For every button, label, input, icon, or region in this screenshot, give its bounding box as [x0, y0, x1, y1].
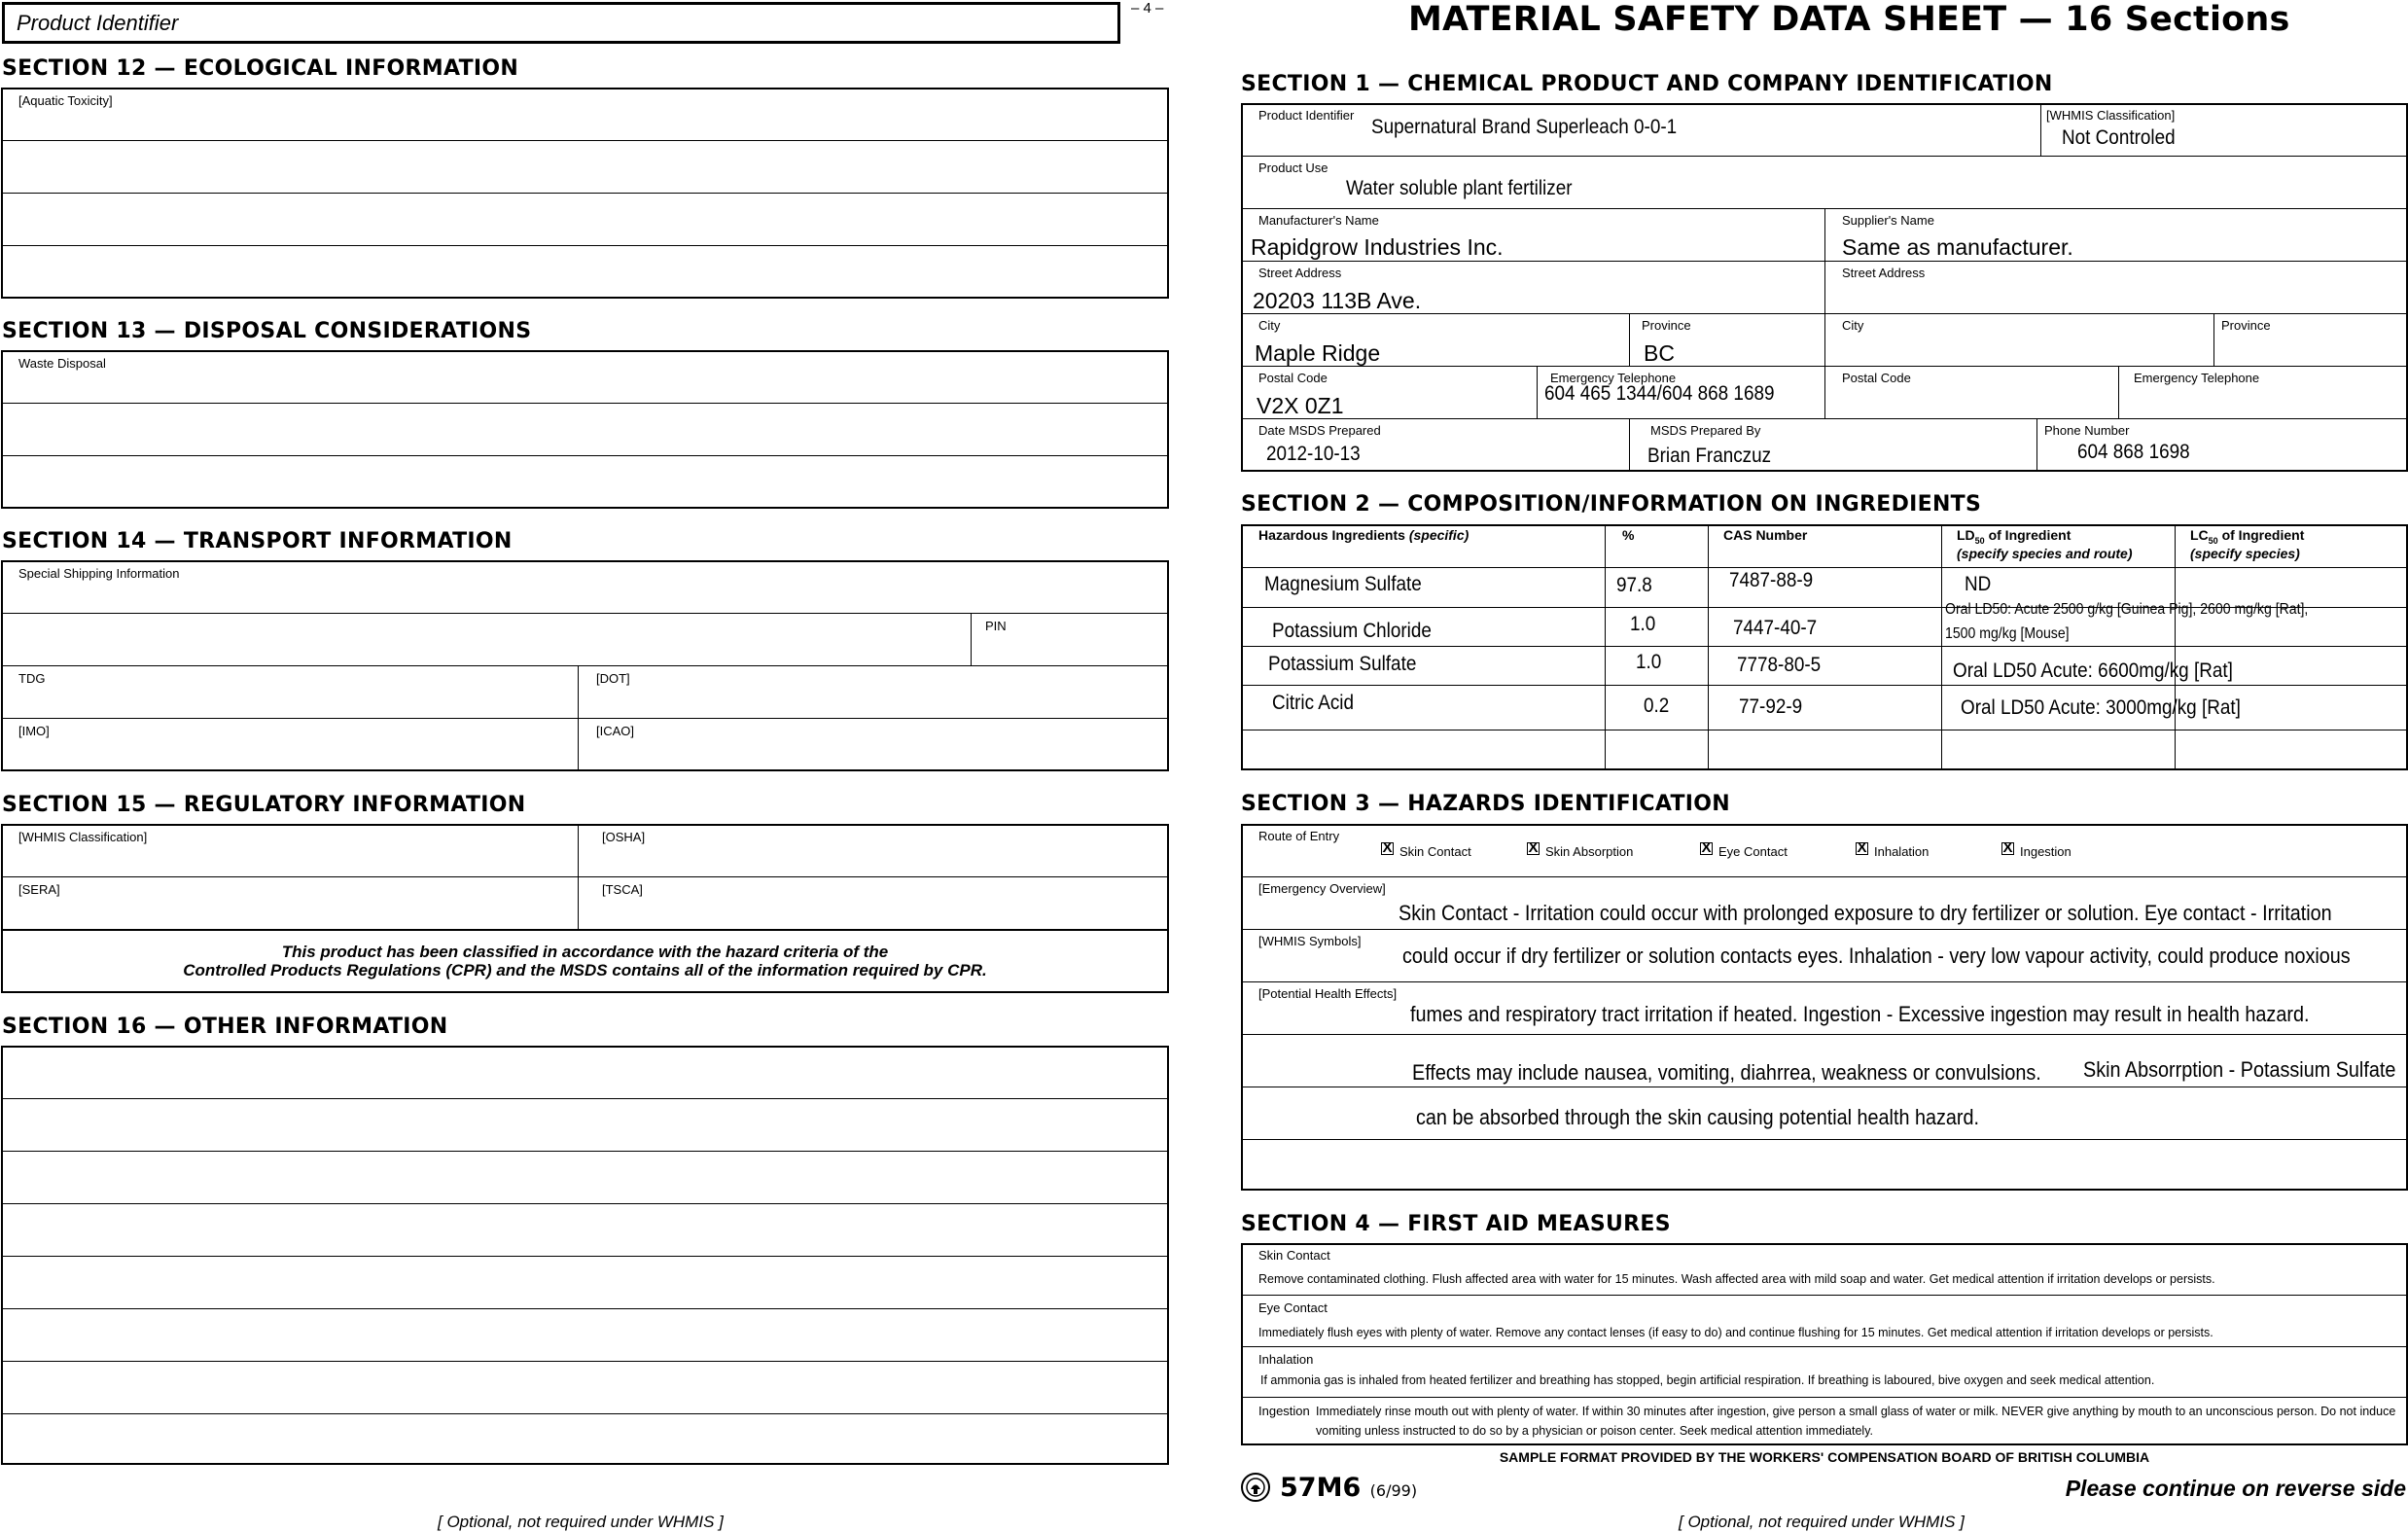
section-15-title: SECTION 15 — REGULATORY INFORMATION: [2, 793, 526, 817]
hazard-text-line[interactable]: could occur if dry fertilizer or solution contacts eyes. Inhalation - very low vapour activity, could produce noxious: [1402, 944, 2351, 968]
ingredient-pct[interactable]: 1.0: [1636, 651, 1662, 673]
whmis-classification-label: [WHMIS Classification]: [18, 830, 148, 844]
ingredient-pct[interactable]: 0.2: [1644, 695, 1670, 717]
phone-label: Phone Number: [2044, 423, 2130, 438]
phone-value[interactable]: 604 868 1698: [2077, 441, 2190, 463]
hazard-text-line[interactable]: Effects may include nausea, vomiting, diahrrea, weakness or convulsions.: [1412, 1060, 2041, 1085]
street-value[interactable]: 20203 113B Ave.: [1253, 288, 1422, 313]
emergency-tel-value[interactable]: 604 465 1344/604 868 1689: [1544, 382, 1775, 405]
section-2-title: SECTION 2 — COMPOSITION/INFORMATION ON INGREDIENTS: [1241, 492, 1982, 517]
dot-label: [DOT]: [596, 671, 630, 686]
tsca-label: [TSCA]: [602, 882, 643, 897]
emergency-overview-label: [Emergency Overview]: [1258, 881, 1386, 896]
skin-contact-label: Skin Contact: [1258, 1248, 1330, 1263]
city-label: City: [1258, 318, 1281, 333]
supplier-postal-label: Postal Code: [1842, 371, 1911, 385]
date-prepared-label: Date MSDS Prepared: [1258, 423, 1381, 438]
supplier-emergency-label: Emergency Telephone: [2134, 371, 2260, 385]
ingredient-cas[interactable]: 7487-88-9: [1729, 569, 1814, 591]
ingredient-cas[interactable]: 77-92-9: [1739, 695, 1803, 718]
cpr-statement-2: Controlled Products Regulations (CPR) and the MSDS contains all of the information required by CPR.: [183, 961, 987, 980]
col-hazardous-header: Hazardous Ingredients (specific): [1258, 527, 1470, 543]
street-label: Street Address: [1258, 266, 1342, 280]
aquatic-toxicity-label: [Aquatic Toxicity]: [18, 93, 113, 108]
product-identifier-label: Product Identifier: [17, 11, 179, 35]
route-label: Skin Contact: [1399, 844, 1471, 859]
col-pct-header: %: [1622, 527, 1635, 543]
col-ld-header: $LD_{50}$ of Ingredient: [1957, 527, 2072, 546]
section-13-title: SECTION 13 — DISPOSAL CONSIDERATIONS: [2, 319, 532, 343]
form-code: 57M6 (6/99): [1280, 1473, 1418, 1503]
ingredient-ld[interactable]: Oral LD50: Acute 2500 g/kg [Guinea Pig], 2600 mg/kg [Rat],: [1945, 601, 2309, 618]
eye-contact-checkbox[interactable]: X: [1701, 839, 1712, 856]
route-label: Eye Contact: [1718, 844, 1788, 859]
section-16-title: SECTION 16 — OTHER INFORMATION: [2, 1015, 448, 1039]
supplier-value[interactable]: Same as manufacturer.: [1842, 234, 2073, 260]
col-ld-note: (specify species and route): [1957, 546, 2133, 561]
osha-label: [OSHA]: [602, 830, 646, 844]
product-use-value[interactable]: Water soluble plant fertilizer: [1346, 177, 1573, 199]
hazard-text-line[interactable]: Skin Absorrption - Potassium Sulfate: [2083, 1057, 2396, 1082]
manufacturer-value[interactable]: Rapidgrow Industries Inc.: [1251, 234, 1504, 260]
ingredient-name[interactable]: Magnesium Sulfate: [1264, 573, 1422, 595]
tdg-label: TDG: [18, 671, 46, 686]
hazard-text-line[interactable]: fumes and respiratory tract irritation if heated. Ingestion - Excessive ingestion may result in health hazard.: [1410, 1002, 2310, 1026]
ingredient-ld[interactable]: Oral LD50 Acute: 3000mg/kg [Rat]: [1961, 696, 2241, 719]
cpr-statement-1: This product has been classified in accordance with the hazard criteria of the: [281, 943, 889, 961]
supplier-street-label: Street Address: [1842, 266, 1926, 280]
ingredient-ld[interactable]: ND: [1965, 573, 1992, 595]
special-shipping-label: Special Shipping Information: [18, 566, 180, 581]
date-prepared-value[interactable]: 2012-10-13: [1266, 443, 1361, 465]
inhalation-checkbox[interactable]: X: [1857, 839, 1867, 856]
section-13-table: [1, 350, 1169, 509]
emergency-tel-label: Emergency Telephone: [1550, 371, 1677, 385]
ingredient-name[interactable]: Potassium Sulfate: [1268, 653, 1417, 675]
product-identifier-field-label: Product Identifier: [1258, 108, 1355, 123]
route-label: Skin Absorption: [1545, 844, 1634, 859]
manufacturer-label: Manufacturer's Name: [1258, 213, 1379, 228]
waste-disposal-label: Waste Disposal: [18, 356, 106, 371]
potential-health-label: [Potential Health Effects]: [1258, 986, 1398, 1001]
sera-label: [SERA]: [18, 882, 60, 897]
col-lc-header: $LC_{50}$ of Ingredient: [2190, 527, 2305, 546]
product-identifier-value[interactable]: Supernatural Brand Superleach 0-0-1: [1371, 116, 1678, 138]
supplier-label: Supplier's Name: [1842, 213, 1934, 228]
skin-contact-text: Remove contaminated clothing. Flush affected area with water for 15 minutes. Wash affected area with mild soap and water. Get medical attention if irritation develops or persists.: [1258, 1272, 2215, 1286]
prepared-by-label: MSDS Prepared By: [1650, 423, 1761, 438]
inhalation-text: If ammonia gas is inhaled from heated fertilizer and breathing has stopped, begin artificial respiration. If breathing is laboured, bive oxygen and seek medical attention.: [1260, 1373, 2155, 1387]
route-label: Inhalation: [1874, 844, 1930, 859]
col-cas-header: CAS Number: [1723, 527, 1808, 543]
skin-contact-checkbox[interactable]: X: [1382, 839, 1393, 856]
ingredient-cas[interactable]: 7778-80-5: [1737, 654, 1822, 676]
sample-format-note: SAMPLE FORMAT PROVIDED BY THE WORKERS' COMPENSATION BOARD OF BRITISH COLUMBIA: [1499, 1449, 2150, 1465]
eye-contact-text: Immediately flush eyes with plenty of water. Remove any contact lenses (if easy to do) and continue flushing for 15 minutes. Get medical attention if irritation develops or persists.: [1258, 1326, 2213, 1339]
right-optional-note: [ Optional, not required under WHMIS ]: [1679, 1513, 1965, 1531]
skin-absorption-checkbox[interactable]: X: [1528, 839, 1539, 856]
section-3-title: SECTION 3 — HAZARDS IDENTIFICATION: [1241, 792, 1730, 816]
province-label: Province: [1642, 318, 1691, 333]
prepared-by-value[interactable]: Brian Franczuz: [1647, 445, 1772, 467]
eye-contact-label: Eye Contact: [1258, 1300, 1328, 1315]
pin-label: PIN: [985, 619, 1007, 633]
ingredient-pct[interactable]: 97.8: [1616, 574, 1652, 596]
whmis-class-value[interactable]: Not Controled: [2062, 126, 2176, 149]
ingredient-ld-line2[interactable]: 1500 mg/kg [Mouse]: [1945, 625, 2070, 642]
imo-label: [IMO]: [18, 724, 50, 738]
msds-title: MATERIAL SAFETY DATA SHEET — 16 Sections: [1408, 0, 2290, 39]
icao-label: [ICAO]: [596, 724, 635, 738]
ingestion-checkbox[interactable]: X: [2002, 839, 2013, 856]
postal-label: Postal Code: [1258, 371, 1328, 385]
ingestion-label: Ingestion: [1258, 1404, 1310, 1418]
supplier-province-label: Province: [2221, 318, 2271, 333]
ingredient-ld[interactable]: Oral LD50 Acute: 6600mg/kg [Rat]: [1953, 659, 2233, 682]
route-label: Ingestion: [2020, 844, 2072, 859]
ingredient-pct[interactable]: 1.0: [1630, 613, 1656, 635]
city-value[interactable]: Maple Ridge: [1255, 340, 1381, 366]
section-12-title: SECTION 12 — ECOLOGICAL INFORMATION: [2, 56, 519, 81]
whmis-class-label: [WHMIS Classification]: [2046, 108, 2176, 123]
section-4-title: SECTION 4 — FIRST AID MEASURES: [1241, 1212, 1671, 1236]
wcb-logo-icon: [1241, 1473, 1270, 1502]
inhalation-label: Inhalation: [1258, 1352, 1314, 1367]
col-lc-note: (specify species): [2190, 546, 2300, 561]
page-number: – 4 –: [1131, 0, 1164, 17]
province-value[interactable]: BC: [1644, 340, 1675, 366]
hazard-text-line[interactable]: Skin Contact - Irritation could occur with prolonged exposure to dry fertilizer or solution. Eye contact - Irritation: [1399, 901, 2332, 925]
ingestion-text-1: Immediately rinse mouth out with plenty of water. If within 30 minutes after ingestion, give person a small glass of water or milk. NEVER give anything by mouth to an unconscious person. Do not induce: [1316, 1405, 2396, 1418]
section-14-title: SECTION 14 — TRANSPORT INFORMATION: [2, 529, 513, 553]
section-1-title: SECTION 1 — CHEMICAL PRODUCT AND COMPANY IDENTIFICATION: [1241, 72, 2053, 96]
ingredient-name[interactable]: Potassium Chloride: [1272, 620, 1432, 642]
left-optional-note: [ Optional, not required under WHMIS ]: [438, 1513, 724, 1531]
ingredient-name[interactable]: Citric Acid: [1272, 692, 1355, 714]
hazard-text-line[interactable]: can be absorbed through the skin causing potential health hazard.: [1416, 1105, 1980, 1129]
supplier-city-label: City: [1842, 318, 1864, 333]
ingestion-text-2: vomiting unless instructed to do so by a physician or poison center. Seek medical attention immediately.: [1316, 1424, 1873, 1438]
continue-reverse: Please continue on reverse side: [2065, 1476, 2406, 1501]
product-use-label: Product Use: [1258, 160, 1328, 175]
postal-value[interactable]: V2X 0Z1: [1257, 393, 1344, 418]
route-of-entry-label: Route of Entry: [1258, 829, 1340, 843]
whmis-symbols-label: [WHMIS Symbols]: [1258, 934, 1362, 948]
ingredient-cas[interactable]: 7447-40-7: [1733, 617, 1818, 639]
